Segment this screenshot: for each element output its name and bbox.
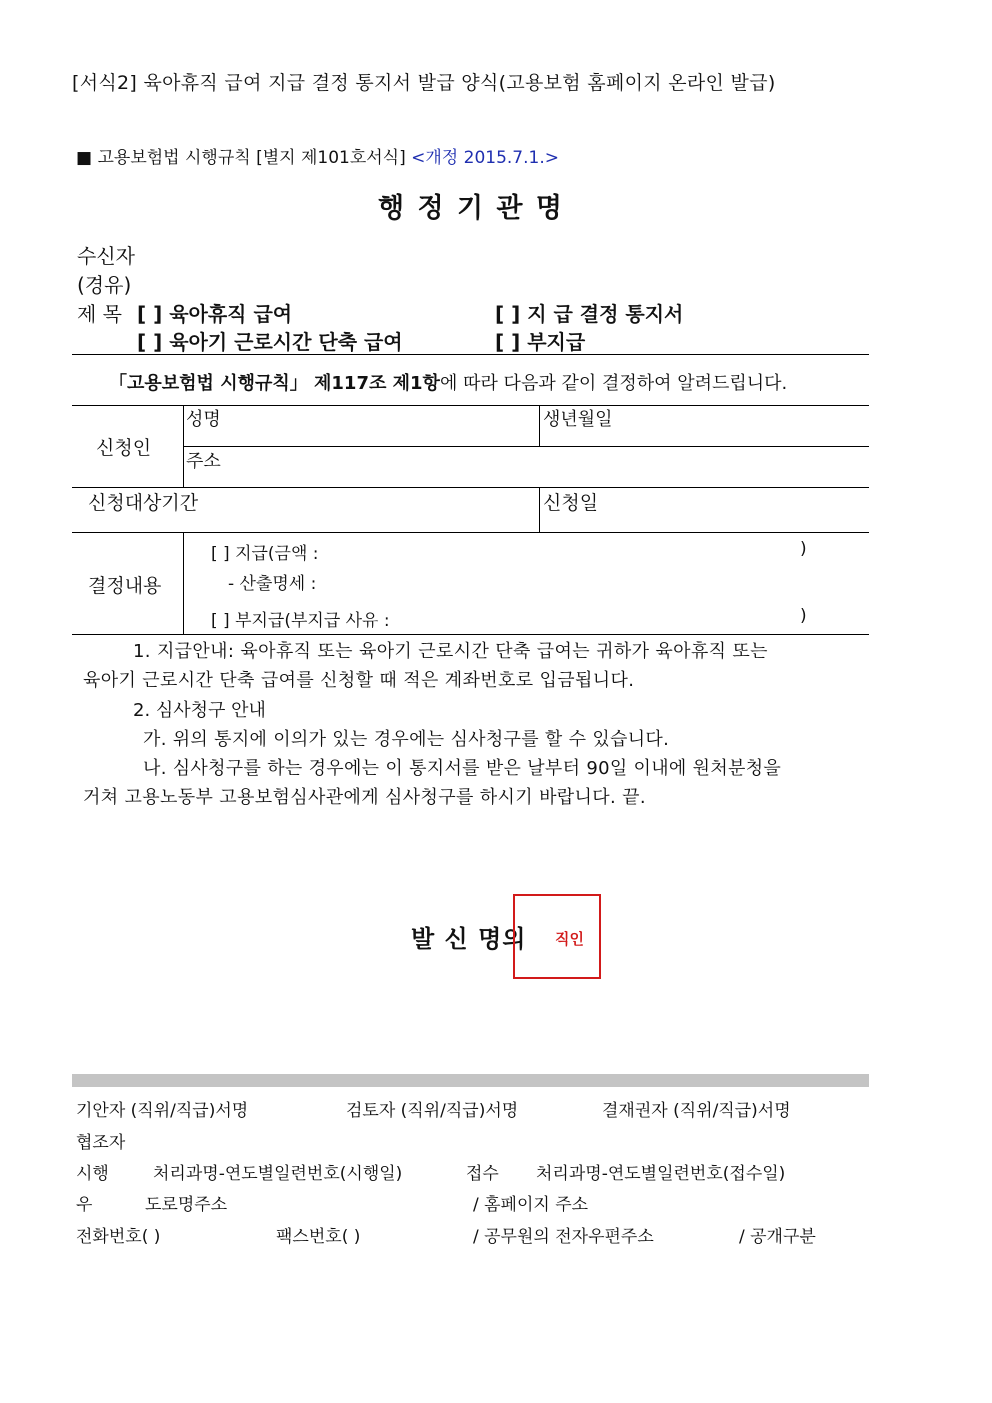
table-row-line bbox=[72, 532, 869, 533]
note-review-item-na-line2: 거쳐 고용노동부 고용보험심사관에게 심사청구를 하시기 바랍니다. 끝. bbox=[83, 787, 646, 808]
footer-disclosure: / 공개구분 bbox=[739, 1227, 816, 1247]
note-review-item-ga: 가. 위의 통지에 이의가 있는 경우에는 심사청구를 할 수 있습니다. bbox=[143, 729, 670, 750]
footer-homepage: / 홈페이지 주소 bbox=[473, 1195, 589, 1215]
table-col-line bbox=[539, 487, 540, 532]
table-row-line bbox=[183, 446, 869, 447]
footer-receipt-label: 접수 bbox=[466, 1164, 499, 1184]
footer-road-address: 도로명주소 bbox=[145, 1195, 228, 1215]
note-review-item-na-line1: 나. 심사청구를 하는 경우에는 이 통지서를 받은 날부터 90일 이내에 원처분청을 bbox=[143, 758, 782, 779]
period-field-label: 신청대상기간 bbox=[88, 492, 199, 514]
form-reference-text: 고용보험법 시행규칙 [별지 제101호서식] bbox=[97, 148, 406, 168]
applicant-label: 신청인 bbox=[96, 437, 152, 459]
calculation-detail: - 산출명세 : bbox=[228, 574, 317, 594]
decision-label: 결정내용 bbox=[88, 575, 162, 597]
subject-option-notice: [ ] 지 급 결정 통지서 bbox=[495, 302, 684, 326]
subject-option-reduced-hours: [ ] 육아기 근로시간 단축 급여 bbox=[137, 330, 403, 354]
sender-name: 발 신 명의 bbox=[411, 925, 527, 953]
footer-reviewer: 검토자 (직위/직급)서명 bbox=[346, 1101, 519, 1121]
note-payment-line2: 육아기 근로시간 단축 급여를 신청할 때 적은 계좌번호로 입금됩니다. bbox=[83, 670, 635, 691]
square-bullet-icon: ■ bbox=[76, 148, 93, 168]
subject-option-leave: [ ] 육아휴직 급여 bbox=[137, 302, 293, 326]
subject-label: 제 목 bbox=[77, 302, 122, 326]
address-field-label: 주소 bbox=[186, 451, 221, 472]
table-col-line bbox=[183, 532, 184, 634]
intro-law-reference: 「고용보험법 시행규칙」 제117조 제1항 bbox=[109, 373, 440, 394]
footer-phone: 전화번호( ) bbox=[76, 1227, 161, 1247]
footer-drafter: 기안자 (직위/직급)서명 bbox=[76, 1101, 249, 1121]
form-reference bbox=[76, 143, 559, 168]
official-seal-label: 직인 bbox=[555, 930, 584, 948]
recipient-label: 수신자 bbox=[77, 244, 135, 268]
document-title: [서식2] 육아휴직 급여 지급 결정 통지서 발급 양식(고용보험 홈페이지 온라인 발급) bbox=[72, 72, 776, 94]
payment-option: [ ] 지급(금액 : bbox=[211, 544, 319, 564]
agency-name: 행 정 기 관 명 bbox=[377, 193, 564, 224]
footer-enforce-label: 시행 bbox=[76, 1164, 109, 1184]
table-col-line bbox=[183, 405, 184, 487]
name-field-label: 성명 bbox=[186, 409, 221, 430]
apply-date-field-label: 신청일 bbox=[543, 492, 599, 514]
footer-postal-label: 우 bbox=[76, 1195, 93, 1215]
via-label: (경유) bbox=[77, 273, 132, 297]
footer-email: / 공무원의 전자우편주소 bbox=[473, 1227, 654, 1247]
subject-option-nonpayment: [ ] 부지급 bbox=[495, 330, 586, 354]
nonpayment-option: [ ] 부지급(부지급 사유 : bbox=[211, 611, 390, 631]
footer-cooperator: 협조자 bbox=[76, 1133, 126, 1153]
payment-close-paren: ) bbox=[800, 539, 807, 559]
subject-divider bbox=[72, 354, 869, 355]
footer-enforce-value: 처리과명-연도별일련번호(시행일) bbox=[153, 1164, 403, 1184]
intro-text: 에 따라 다음과 같이 결정하여 알려드립니다. bbox=[439, 373, 788, 394]
footer-receipt-value: 처리과명-연도별일련번호(접수일) bbox=[536, 1164, 786, 1184]
note-payment-line1: 1. 지급안내: 육아휴직 또는 육아기 근로시간 단축 급여는 귀하가 육아휴직 또는 bbox=[133, 641, 768, 662]
note-review-heading: 2. 심사청구 안내 bbox=[133, 700, 266, 721]
birthdate-field-label: 생년월일 bbox=[543, 409, 613, 430]
table-bottom-border bbox=[72, 634, 869, 635]
footer-fax: 팩스번호( ) bbox=[276, 1227, 361, 1247]
intro-sentence bbox=[109, 369, 787, 395]
table-col-line bbox=[539, 405, 540, 446]
footer-approver: 결재권자 (직위/직급)서명 bbox=[602, 1101, 791, 1121]
nonpayment-close-paren: ) bbox=[800, 606, 807, 626]
footer-bar bbox=[72, 1074, 869, 1087]
revision-date: <개정 2015.7.1.> bbox=[411, 148, 559, 168]
